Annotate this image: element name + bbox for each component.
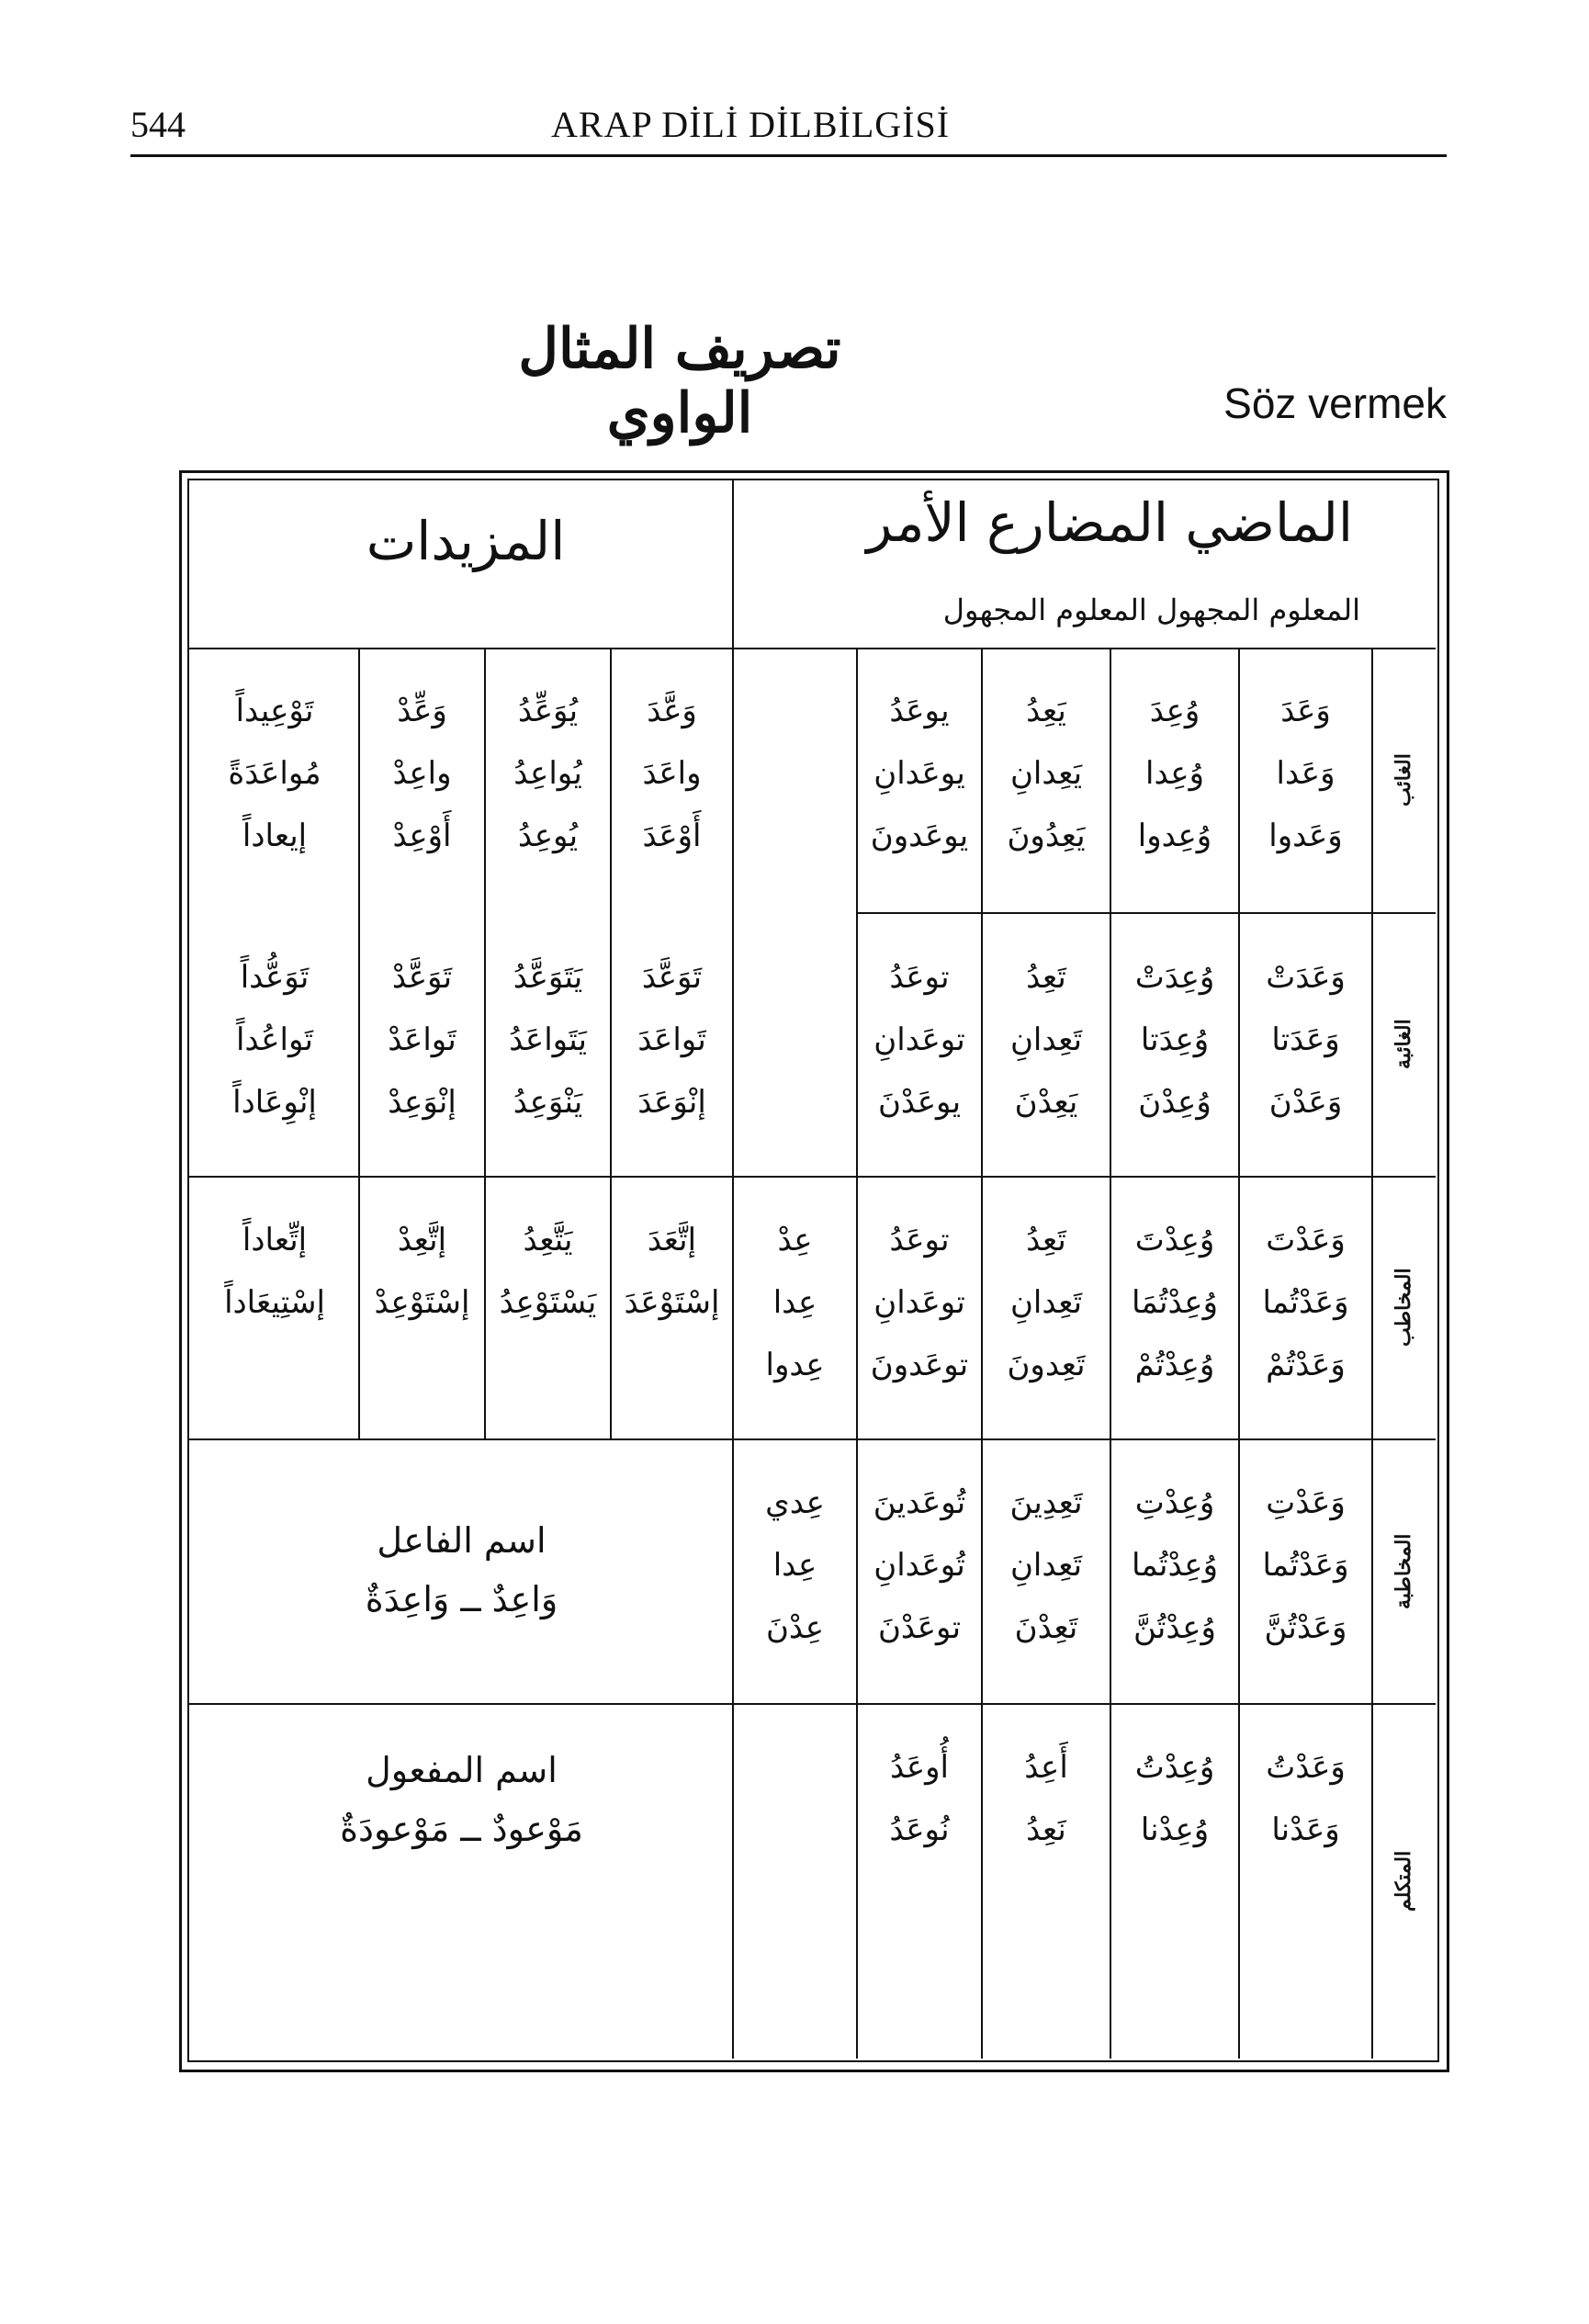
rule-row-1 [856, 912, 1436, 914]
cell-mazid-amr: إتَّعِدْ إسْتَوْعِدْ [374, 1222, 470, 1321]
cell-mudari-maloom: يَعِدُ يَعِدانِ يَعِدُونَ [1007, 693, 1086, 854]
cell-amr: عِدْ عِدا عِدوا [765, 1222, 825, 1383]
row-label-mukhataba: المخاطبة [1392, 1533, 1415, 1609]
rule-row-3 [189, 1438, 1436, 1440]
rule-row-4 [189, 1703, 1436, 1705]
arabic-title: تصريف المثال الواوي [518, 317, 841, 446]
cell-mazid-masdar: تَوَعُّداً تَواعُداً إنْوِعَاداً [232, 959, 317, 1121]
cell-mazid-mudari: يَتَّعِدُ يَسْتَوْعِدُ [499, 1222, 597, 1321]
cell-amr: عِدي عِدا عِدْنَ [765, 1484, 825, 1646]
cell-madi-maloom: وَعَدْتِ وَعَدْتُما وَعَدْتُنَّ [1262, 1484, 1349, 1646]
header-voices: المعلوم المجهول المعلوم المجهول [942, 592, 1360, 627]
cell-madi-maloom: وَعَدْتُ وَعَدْنا [1266, 1749, 1346, 1848]
cell-madi-maloom: وَعَدْتَ وَعَدْتُما وَعَدْتُمْ [1262, 1222, 1349, 1383]
row-label-ghaib: الغائب [1392, 753, 1415, 807]
ism-mafool-forms: مَوْعودٌ ــ مَوْعودَةٌ [340, 1809, 583, 1849]
cell-madi-majhool: وُعِدَتْ وُعِدَتا وُعِدْنَ [1134, 959, 1215, 1121]
cell-mazid-amr: تَوَعَّدْ تَواعَدْ إنْوَعِدْ [388, 959, 456, 1121]
cell-mudari-majhool: توعَدُ توعَدانِ توعَدونَ [870, 1222, 969, 1383]
cell-mazid-amr: وَعِّدْ واعِدْ أَوْعِدْ [392, 693, 452, 854]
cell-mudari-majhool: أُوعَدُ نُوعَدُ [889, 1749, 950, 1848]
ism-mafool-label: اسم المفعول [366, 1750, 558, 1790]
rule-header [189, 648, 1436, 649]
ism-fail-label: اسم الفاعل [377, 1520, 547, 1561]
cell-mazid-mudari: يَتَوَعَّدُ يَتَواعَدُ يَنْوَعِدُ [509, 959, 587, 1121]
subtitle: Söz vermek [1223, 379, 1447, 427]
cell-madi-majhool: وُعِدْتُ وُعِدْنا [1134, 1749, 1215, 1848]
cell-mazid-madi: تَوَعَّدَ تَواعَدَ إنْوَعَدَ [637, 959, 706, 1121]
cell-mazid-mudari: يُوَعِّدُ يُواعِدُ يُوعِدُ [513, 693, 582, 854]
cell-mudari-majhool: تُوعَدينَ تُوعَدانِ توعَدْنَ [873, 1484, 966, 1646]
cell-mudari-maloom: أَعِدُ نَعِدُ [1024, 1749, 1068, 1848]
cell-madi-maloom: وَعَدَتْ وَعَدَتا وَعَدْنَ [1266, 959, 1346, 1121]
cell-mudari-majhool: توعَدُ توعَدانِ يوعَدْنَ [873, 959, 965, 1121]
cell-mazid-masdar: تَوْعِيداً مُواعَدَةً إيعاداً [228, 693, 321, 854]
row-label-mutakallim: المتكلم [1392, 1850, 1415, 1912]
ism-fail-forms: وَاعِدٌ ــ وَاعِدَةٌ [365, 1579, 558, 1619]
header-tenses: الماضي المضارع الأمر [866, 491, 1353, 554]
header-rule [130, 154, 1447, 157]
page-number: 544 [130, 104, 186, 145]
cell-mazid-masdar: إتِّعاداً إسْتِيعَاداً [224, 1222, 325, 1321]
cell-mudari-maloom: تَعِدِينَ تَعِدانِ تَعِدْنَ [1009, 1484, 1083, 1646]
cell-madi-majhool: وُعِدَ وُعِدا وُعِدوا [1137, 693, 1212, 854]
ism-fail-block [191, 1511, 732, 1629]
running-title: ARAP DİLİ DİLBİLGİSİ [551, 104, 951, 145]
cell-mazid-madi: وَعَّدَ واعَدَ أَوْعَدَ [642, 693, 702, 854]
cell-madi-majhool: وُعِدْتِ وُعِدْتُما وُعِدْتُنَّ [1131, 1484, 1219, 1646]
rule-row-2 [189, 1176, 1436, 1178]
cell-mudari-maloom: تَعِدُ تَعِدانِ تَعِدونَ [1007, 1222, 1086, 1383]
header-mazidat: المزيدات [366, 510, 566, 572]
row-label-ghaiba: الغائبة [1392, 1019, 1415, 1070]
row-label-mukhatab: المخاطب [1392, 1268, 1415, 1348]
cell-madi-maloom: وَعَدَ وَعَدا وَعَدوا [1268, 693, 1343, 854]
cell-mudari-majhool: يوعَدُ يوعَدانِ يوعَدونَ [870, 693, 969, 854]
cell-mazid-madi: إتَّعَدَ إسْتَوْعَدَ [624, 1222, 720, 1321]
ism-mafool-block [191, 1741, 732, 1858]
cell-madi-majhool: وُعِدْتَ وُعِدْتُمَا وُعِدْتُمْ [1131, 1222, 1219, 1383]
cell-mudari-maloom: تَعِدُ تَعِدانِ يَعِدْنَ [1009, 959, 1083, 1121]
